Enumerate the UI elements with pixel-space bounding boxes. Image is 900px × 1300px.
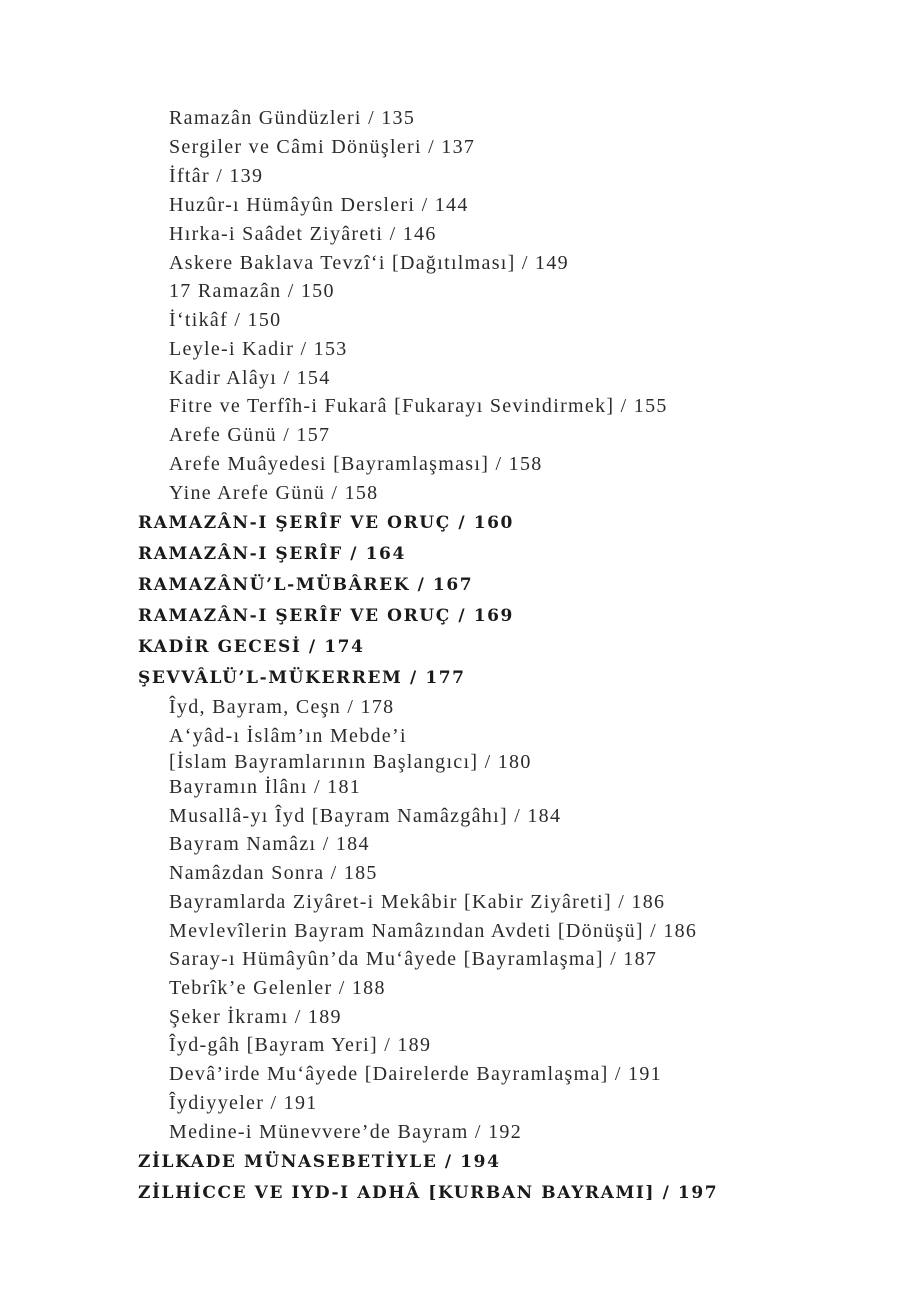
toc-sub-entry: Îydiyyeler / 191 xyxy=(169,1092,318,1114)
toc-chapter-heading: ZİLKADE MÜNASEBETİYLE / 194 xyxy=(138,1152,501,1172)
toc-sub-entry: İftâr / 139 xyxy=(169,165,264,187)
toc-sub-entry: 17 Ramazân / 150 xyxy=(169,280,335,302)
toc-sub-entry: Şeker İkramı / 189 xyxy=(169,1006,342,1028)
toc-sub-entry: Arefe Günü / 157 xyxy=(169,424,331,446)
toc-sub-entry: Kadir Alâyı / 154 xyxy=(169,367,331,389)
toc-sub-entry: Namâzdan Sonra / 185 xyxy=(169,862,378,884)
toc-sub-entry: Tebrîk’e Gelenler / 188 xyxy=(169,977,386,999)
toc-sub-entry: Mevlevîlerin Bayram Namâzından Avdeti [Dönüşü] / 186 xyxy=(169,920,698,942)
toc-chapter-heading: RAMAZÂN-I ŞERÎF VE ORUÇ / 160 xyxy=(138,513,514,533)
toc-sub-entry: Medine-i Münevvere’de Bayram / 192 xyxy=(169,1121,522,1143)
toc-sub-entry: Îyd, Bayram, Ceşn / 178 xyxy=(169,696,395,718)
toc-chapter-heading: ZİLHİCCE VE IYD-I ADHÂ [KURBAN BAYRAMI] / 197 xyxy=(138,1183,719,1203)
toc-sub-entry: Yine Arefe Günü / 158 xyxy=(169,482,379,504)
toc-sub-entry-line1: A‘yâd-ı İslâm’ın Mebde’i xyxy=(169,725,407,747)
toc-sub-entry: Devâ’irde Mu‘âyede [Dairelerde Bayramlaşma] / 191 xyxy=(169,1063,662,1085)
toc-chapter-heading: KADİR GECESİ / 174 xyxy=(138,637,365,657)
toc-sub-entry: Hırka-i Saâdet Ziyâreti / 146 xyxy=(169,223,437,245)
toc-sub-entry: Fitre ve Terfîh-i Fukarâ [Fukarayı Sevindirmek] / 155 xyxy=(169,395,668,417)
toc-sub-entry: Bayram Namâzı / 184 xyxy=(169,833,370,855)
toc-chapter-heading: ŞEVVÂLÜ’L-MÜKERREM / 177 xyxy=(138,668,466,688)
toc-sub-entry: Îyd-gâh [Bayram Yeri] / 189 xyxy=(169,1034,432,1056)
toc-sub-entry: Bayramlarda Ziyâret-i Mekâbir [Kabir Ziyâreti] / 186 xyxy=(169,891,666,913)
toc-sub-entry: Ramazân Gündüzleri / 135 xyxy=(169,107,416,129)
toc-chapter-heading: RAMAZÂN-I ŞERÎF / 164 xyxy=(138,544,406,564)
toc-sub-entry: Leyle-i Kadir / 153 xyxy=(169,338,348,360)
toc-sub-entry: Arefe Muâyedesi [Bayramlaşması] / 158 xyxy=(169,453,543,475)
toc-sub-entry: Askere Baklava Tevzî‘i [Dağıtılması] / 149 xyxy=(169,252,569,274)
toc-sub-entry-line2: [İslam Bayramlarının Başlangıcı] / 180 xyxy=(169,751,532,773)
toc-sub-entry: Huzûr-ı Hümâyûn Dersleri / 144 xyxy=(169,194,469,216)
toc-chapter-heading: RAMAZÂN-I ŞERÎF VE ORUÇ / 169 xyxy=(138,606,514,626)
toc-sub-entry: İ‘tikâf / 150 xyxy=(169,309,282,331)
toc-chapter-heading: RAMAZÂNÜ’L-MÜBÂREK / 167 xyxy=(138,575,474,595)
toc-sub-entry: Saray-ı Hümâyûn’da Mu‘âyede [Bayramlaşma] / 187 xyxy=(169,948,658,970)
toc-sub-entry: Musallâ-yı Îyd [Bayram Namâzgâhı] / 184 xyxy=(169,805,562,827)
toc-sub-entry: Bayramın İlânı / 181 xyxy=(169,776,362,798)
toc-sub-entry-multiline xyxy=(169,726,532,772)
toc-sub-entry: Sergiler ve Câmi Dönüşleri / 137 xyxy=(169,136,476,158)
